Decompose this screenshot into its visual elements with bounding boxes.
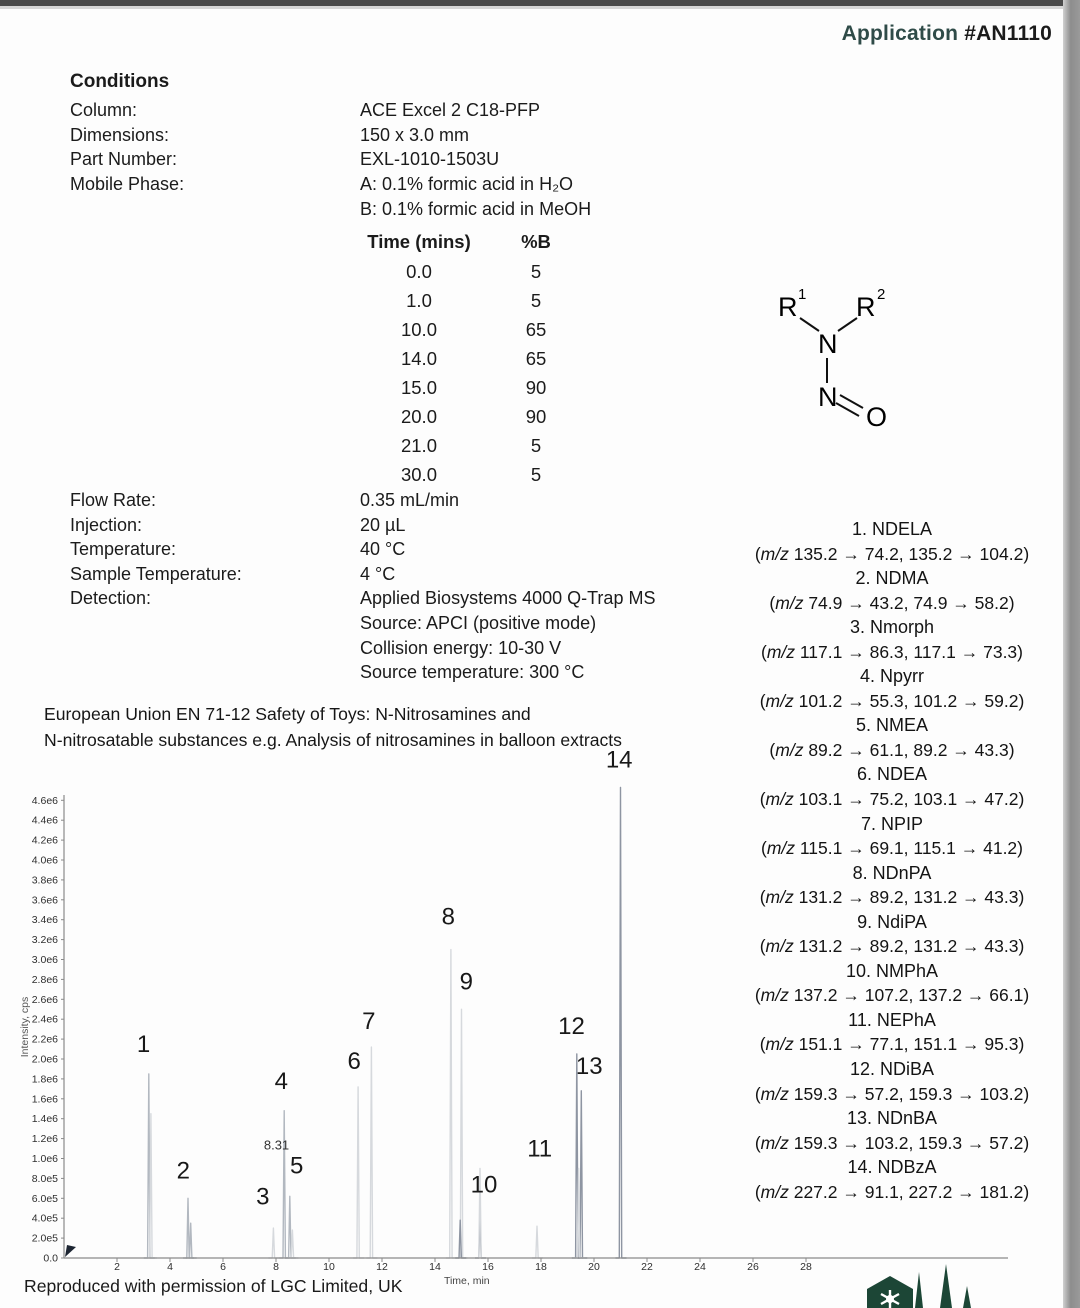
y-tick-label: 4.4e6 xyxy=(31,814,58,827)
compound-entry xyxy=(724,713,1060,762)
spec-label: Temperature: xyxy=(70,539,177,560)
spec-row xyxy=(70,172,591,197)
compound-entry xyxy=(724,615,1060,664)
peak-number-label: 6 xyxy=(347,1047,361,1075)
spec-label: Sample Temperature: xyxy=(70,563,242,584)
peak-number-label: 10 xyxy=(470,1171,498,1199)
compound-mz-transition: (m/z 117.1 → 86.3, 117.1 → 73.3) xyxy=(760,641,1023,662)
peak-number-label: 1 xyxy=(136,1031,151,1059)
x-tick-label: 14 xyxy=(429,1261,441,1273)
compound-mz-transition: (m/z 101.2 → 55.3, 101.2 → 59.2) xyxy=(759,690,1025,711)
compound-name: 12. NDiBA xyxy=(849,1059,935,1080)
gradient-b-cell: 5 xyxy=(530,261,542,282)
compound-mz-transition: (m/z 103.1 → 75.2, 103.1 → 47.2) xyxy=(759,789,1025,810)
x-tick-label: 26 xyxy=(747,1261,759,1273)
peak-number-label: 13 xyxy=(575,1052,603,1080)
y-tick-label: 1.6e6 xyxy=(31,1093,58,1106)
gradient-row xyxy=(360,402,564,431)
spec-row xyxy=(70,562,655,587)
spec-label: Mobile Phase: xyxy=(70,174,185,195)
gradient-b-cell: 5 xyxy=(530,290,542,311)
spec-label xyxy=(70,611,360,636)
spec-value: 4 °C xyxy=(360,563,396,584)
nitrosamine-structure-diagram xyxy=(760,278,1000,432)
mz-italic-label: m/z xyxy=(760,1083,789,1104)
application-number-value: #AN1110 xyxy=(964,22,1052,45)
compound-mz-transition: (m/z 135.2 → 74.2, 135.2 → 104.2) xyxy=(754,543,1030,564)
y-tick-label: 3.4e6 xyxy=(31,914,58,927)
y-tick-label: 4.6e6 xyxy=(31,794,58,807)
conditions-rows xyxy=(70,98,591,222)
y-axis-title: Intensity, cps xyxy=(19,996,31,1058)
x-tick-label: 12 xyxy=(376,1261,388,1273)
structure-amine-n: N xyxy=(818,329,838,359)
conditions-title: Conditions xyxy=(70,71,170,92)
x-tick-label: 24 xyxy=(694,1261,706,1273)
y-tick-label: 2.6e6 xyxy=(31,993,58,1006)
chromatogram-peak-trace xyxy=(446,950,457,1258)
spec-row xyxy=(70,537,655,562)
mz-italic-label: m/z xyxy=(766,838,796,859)
spec-row xyxy=(70,488,655,513)
compound-entry xyxy=(724,664,1060,713)
caption-line-1: European Union EN 71-12 Safety of Toys: N-Nitrosamines and xyxy=(44,704,531,724)
compound-mz-transition: (m/z 89.2 → 61.1, 89.2 → 43.3) xyxy=(769,739,1015,760)
conditions-block xyxy=(70,70,591,222)
y-tick-label: 2.2e6 xyxy=(31,1033,58,1046)
spec-row xyxy=(70,660,655,685)
gradient-row xyxy=(360,315,564,344)
x-tick-label: 28 xyxy=(800,1261,812,1273)
spec-value: Source: APCI (positive mode) xyxy=(360,612,597,633)
compound-name: 3. Nmorph xyxy=(849,617,935,638)
spec-label: Detection: xyxy=(70,588,152,609)
compound-mz-transition: (m/z 115.1 → 69.1, 115.1 → 41.2) xyxy=(760,838,1023,859)
spec-value: 40 °C xyxy=(360,539,406,560)
spec-value: A: 0.1% formic acid in H₂O xyxy=(360,174,574,195)
chromatogram-peak-trace xyxy=(353,1087,364,1258)
compound-entry xyxy=(724,566,1060,615)
logo-peak-small-1 xyxy=(915,1272,923,1308)
bond-r1-n xyxy=(800,318,819,331)
peak-number-label: 12 xyxy=(558,1013,585,1041)
gradient-b-header: %B xyxy=(521,231,551,252)
peak-number-label: 4 xyxy=(274,1067,288,1095)
gradient-time-cell: 21.0 xyxy=(400,435,437,456)
y-tick-label: 2.0e5 xyxy=(31,1232,58,1245)
spec-label: Injection: xyxy=(70,514,143,535)
mz-italic-label: m/z xyxy=(765,887,794,908)
structure-o: O xyxy=(866,402,888,432)
x-tick-label: 16 xyxy=(482,1261,494,1273)
y-tick-label: 8.0e5 xyxy=(31,1172,58,1185)
gradient-b-cell: 5 xyxy=(530,435,542,456)
gradient-row xyxy=(360,344,564,373)
spec-row xyxy=(70,98,591,123)
chromatogram-peak-trace xyxy=(532,1226,543,1258)
spec-label xyxy=(70,636,360,661)
gradient-row xyxy=(360,373,564,402)
mz-italic-label: m/z xyxy=(760,1132,789,1153)
gradient-b-cell: 90 xyxy=(525,377,547,398)
spec-label xyxy=(70,660,360,685)
mz-italic-label: m/z xyxy=(765,936,794,957)
mz-italic-label: m/z xyxy=(765,690,794,711)
method-block xyxy=(70,488,655,685)
y-tick-label: 2.4e6 xyxy=(31,1013,58,1026)
y-tick-label: 3.8e6 xyxy=(31,874,58,887)
compound-entry xyxy=(724,517,1060,566)
gradient-table xyxy=(360,227,564,489)
spec-value: Source temperature: 300 °C xyxy=(360,662,585,683)
y-tick-label: 1.8e6 xyxy=(31,1073,58,1086)
compound-name: 1. NDELA xyxy=(851,519,933,539)
chromatogram-peak-trace xyxy=(455,1220,466,1258)
chromatogram-peak-trace xyxy=(268,1228,279,1258)
application-label: Application xyxy=(841,22,965,45)
lgc-corner-logo xyxy=(852,1238,1052,1308)
gradient-b-cell: 65 xyxy=(525,348,547,369)
chromatogram-peak-trace xyxy=(183,1198,194,1258)
gradient-header-row xyxy=(360,227,564,257)
compound-name: 4. Npyrr xyxy=(859,666,924,687)
peak-number-label: 14 xyxy=(605,746,633,774)
spec-value: Applied Biosystems 4000 Q-Trap MS xyxy=(360,588,656,609)
application-number xyxy=(842,22,1052,46)
y-tick-label: 0.0 xyxy=(43,1252,58,1265)
x-tick-label: 8 xyxy=(273,1261,279,1273)
mz-italic-label: m/z xyxy=(766,641,796,662)
x-tick-label: 22 xyxy=(641,1261,653,1273)
compound-name: 13. NDnBA xyxy=(846,1108,938,1129)
compound-mz-transition: (m/z 131.2 → 89.2, 131.2 → 43.3) xyxy=(759,936,1025,957)
y-tick-label: 2.0e6 xyxy=(31,1053,58,1066)
spec-row xyxy=(70,586,655,611)
y-tick-label: 4.2e6 xyxy=(31,834,58,847)
y-tick-label: 3.2e6 xyxy=(31,934,58,947)
compound-name: 9. NdiPA xyxy=(857,911,927,932)
x-tick-label: 4 xyxy=(167,1261,173,1273)
structure-r2-superscript: 2 xyxy=(877,286,886,303)
compound-name: 6. NDEA xyxy=(856,764,928,785)
y-tick-label: 1.4e6 xyxy=(31,1113,58,1126)
spec-row xyxy=(70,147,591,172)
gradient-time-cell: 14.0 xyxy=(400,348,437,369)
y-tick-label: 6.0e5 xyxy=(31,1192,58,1205)
compound-mz-transition: (m/z 159.3 → 57.2, 159.3 → 103.2) xyxy=(754,1083,1030,1104)
mz-italic-label: m/z xyxy=(765,1034,794,1055)
spec-label: Column: xyxy=(70,99,138,120)
x-tick-label: 20 xyxy=(588,1261,600,1273)
photo-top-border-shadow xyxy=(0,6,1080,9)
peak-number-label: 7 xyxy=(362,1008,376,1036)
x-tick-label: 6 xyxy=(220,1261,226,1273)
peak-number-label: 8 xyxy=(441,903,455,931)
structure-r1-superscript: 1 xyxy=(798,286,807,303)
compound-mz-transition: (m/z 74.9 → 43.2, 74.9 → 58.2) xyxy=(769,592,1015,613)
permission-note: Reproduced with permission of LGC Limited, UK xyxy=(24,1276,403,1296)
chromatogram-peak-trace xyxy=(616,787,627,1258)
compound-name: 14. NDBzA xyxy=(847,1157,937,1178)
gradient-time-cell: 20.0 xyxy=(400,406,437,427)
spec-value: ACE Excel 2 C18-PFP xyxy=(360,99,541,120)
gradient-time-cell: 10.0 xyxy=(400,319,437,340)
origin-marker-icon xyxy=(65,1245,76,1257)
structure-nitroso-n: N xyxy=(818,382,838,412)
mz-italic-label: m/z xyxy=(760,543,789,564)
gradient-rows xyxy=(360,257,564,489)
x-tick-label: 18 xyxy=(535,1261,547,1273)
logo-peak-tall xyxy=(940,1264,952,1308)
spec-value: Collision energy: 10-30 V xyxy=(360,637,562,658)
gradient-time-header: Time (mins) xyxy=(367,231,471,252)
y-tick-label: 1.0e6 xyxy=(31,1153,58,1165)
compound-name: 11. NEPhA xyxy=(848,1009,936,1030)
compound-mz-transition: (m/z 159.3 → 103.2, 159.3 → 57.2) xyxy=(754,1132,1030,1153)
logo-peak-small-2 xyxy=(963,1286,971,1308)
structure-r1: R xyxy=(778,292,798,322)
spec-label: Flow Rate: xyxy=(70,490,157,510)
compound-name: 7. NPIP xyxy=(860,813,924,834)
spec-label: Part Number: xyxy=(70,149,178,170)
gradient-row xyxy=(360,431,564,460)
compound-name: 5. NMEA xyxy=(855,715,929,736)
spec-value: 20 µL xyxy=(360,514,406,535)
peak-number-label: 2 xyxy=(176,1157,190,1185)
chromatogram-peak-trace xyxy=(366,1047,377,1258)
retention-time-annotation: 8.31 xyxy=(263,1137,290,1153)
spec-label xyxy=(70,197,360,222)
method-rows xyxy=(70,488,655,685)
spec-label: Dimensions: xyxy=(70,124,170,145)
gradient-time-cell: 30.0 xyxy=(400,464,437,485)
compound-mz-transition: (m/z 131.2 → 89.2, 131.2 → 43.3) xyxy=(759,887,1025,908)
spec-row xyxy=(70,197,591,222)
x-tick-label: 2 xyxy=(114,1261,120,1273)
spec-value: 150 x 3.0 mm xyxy=(360,124,470,145)
gradient-row xyxy=(360,286,564,315)
gradient-b-cell: 5 xyxy=(530,464,542,485)
y-tick-label: 2.8e6 xyxy=(31,973,58,986)
bond-r2-n xyxy=(838,318,857,331)
peak-number-label: 9 xyxy=(459,968,473,996)
gradient-b-cell: 90 xyxy=(525,406,547,427)
mz-italic-label: m/z xyxy=(765,789,794,810)
bond-n-o-2 xyxy=(836,403,859,416)
photo-right-border xyxy=(1063,0,1080,1308)
spec-row xyxy=(70,611,655,636)
spec-row xyxy=(70,123,591,148)
gradient-time-cell: 1.0 xyxy=(406,290,432,311)
compound-mz-transition: (m/z 137.2 → 107.2, 137.2 → 66.1) xyxy=(754,985,1030,1006)
gradient-time-cell: 15.0 xyxy=(400,377,437,398)
spec-value: 0.35 mL/min xyxy=(360,490,460,510)
peak-number-label: 5 xyxy=(289,1152,304,1180)
spec-row xyxy=(70,636,655,661)
spec-row xyxy=(70,513,655,538)
gradient-row xyxy=(360,257,564,286)
bond-n-o-1 xyxy=(840,395,863,408)
y-tick-label: 1.2e6 xyxy=(31,1133,58,1146)
y-tick-label: 4.0e6 xyxy=(31,854,58,867)
y-tick-label: 3.0e6 xyxy=(31,954,58,966)
compound-name: 10. NMPhA xyxy=(845,960,939,981)
compound-mz-transition: (m/z 151.1 → 77.1, 151.1 → 95.3) xyxy=(759,1034,1025,1055)
compound-mz-transition: (m/z 227.2 → 91.1, 227.2 → 181.2) xyxy=(754,1181,1030,1202)
chromatogram-peak-trace xyxy=(285,1196,296,1258)
spec-value: EXL-1010-1503U xyxy=(360,149,500,170)
gradient-row xyxy=(360,460,564,489)
x-axis-title: Time, min xyxy=(443,1275,490,1287)
peak-number-label: 3 xyxy=(256,1183,270,1211)
y-tick-label: 3.6e6 xyxy=(31,894,58,907)
gradient-time-cell: 0.0 xyxy=(406,261,432,282)
x-tick-label: 10 xyxy=(323,1261,335,1273)
compound-name: 8. NDnPA xyxy=(852,862,932,883)
mz-italic-label: m/z xyxy=(775,739,804,760)
compound-name: 2. NDMA xyxy=(855,568,929,589)
peak-number-label: 11 xyxy=(527,1135,553,1163)
caption-line-2: N-nitrosatable substances e.g. Analysis of nitrosamines in balloon extracts xyxy=(44,729,622,750)
mz-italic-label: m/z xyxy=(775,592,804,613)
spec-value: B: 0.1% formic acid in MeOH xyxy=(360,198,592,219)
y-tick-label: 4.0e5 xyxy=(31,1212,58,1225)
mz-italic-label: m/z xyxy=(760,985,789,1006)
mz-italic-label: m/z xyxy=(760,1181,789,1202)
chromatogram-caption xyxy=(44,702,622,753)
structure-r2: R xyxy=(856,292,876,322)
gradient-b-cell: 65 xyxy=(525,319,547,340)
chromatogram-peak-trace xyxy=(457,1009,468,1258)
